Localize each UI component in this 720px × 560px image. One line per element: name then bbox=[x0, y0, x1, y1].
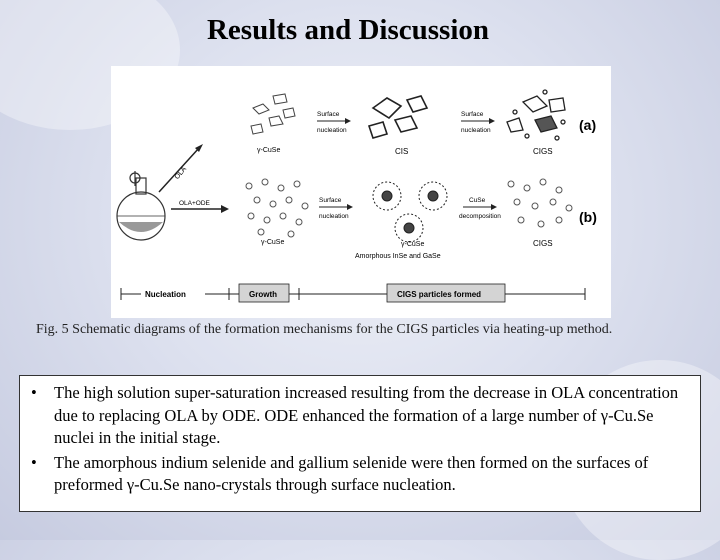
label-nucleation-3: nucleation bbox=[319, 213, 349, 220]
stage-cigs: CIGS particles formed bbox=[397, 290, 482, 299]
cigs-particles-a bbox=[507, 90, 565, 140]
bullet-item bbox=[31, 382, 690, 450]
label-ola-ode: OLA+ODE bbox=[179, 200, 210, 207]
cis-particles bbox=[369, 96, 427, 138]
bullet-box bbox=[19, 375, 701, 512]
flask-solution bbox=[119, 222, 163, 232]
label-cigs-a: CIGS bbox=[533, 147, 553, 156]
label-cigs-b: CIGS bbox=[533, 239, 553, 248]
label-cis: CIS bbox=[395, 147, 409, 156]
label-nucleation-1: nucleation bbox=[317, 127, 347, 134]
mechanism-figure bbox=[111, 66, 611, 318]
bullet-marker: • bbox=[31, 383, 37, 402]
cuse-nuclei-b bbox=[246, 179, 308, 237]
bullet-text: The high solution super-saturation increased resulting from the decrease in OLA concentration due to replacing OLA by ODE. ODE enhanced the formation of a large number of γ-Cu.Se nuclei in the initial stage. bbox=[54, 383, 679, 447]
label-panel-b: (b) bbox=[579, 209, 597, 225]
label-cuse-b: γ-CuSe bbox=[261, 239, 285, 246]
label-surface-2: Surface bbox=[461, 111, 484, 118]
slide-title: Results and Discussion bbox=[206, 14, 490, 46]
label-cuse-a: γ-CuSe bbox=[257, 147, 281, 154]
bullet-marker: • bbox=[31, 452, 37, 472]
core-shell-particles bbox=[373, 182, 447, 242]
figure-caption: Fig. 5 Schematic diagrams of the formation mechanisms for the CIGS particles via heating-up method. bbox=[36, 322, 613, 337]
bullet-text: The amorphous indium selenide and gallium selenide were then formed on the surfaces of preformed γ-Cu.Se nano-crystals through surface nucleation. bbox=[54, 452, 649, 494]
label-nucleation-2: nucleation bbox=[461, 127, 491, 134]
label-cuse-decomp: CuSe bbox=[469, 197, 486, 204]
label-surface-1: Surface bbox=[317, 111, 340, 118]
label-surface-3: Surface bbox=[319, 197, 342, 204]
bullet-item bbox=[31, 452, 690, 497]
label-decomposition: decomposition bbox=[459, 213, 501, 220]
label-amorphous: Amorphous InSe and GaSe bbox=[355, 253, 441, 260]
label-cuse-b2: γ-CuSe bbox=[401, 241, 425, 248]
stage-growth: Growth bbox=[249, 290, 277, 299]
cigs-particles-b bbox=[508, 179, 572, 227]
stage-nucleation: Nucleation bbox=[145, 290, 186, 299]
cuse-particles-a bbox=[251, 94, 295, 134]
bullet-list bbox=[31, 382, 690, 497]
label-ola: OLA bbox=[173, 165, 189, 181]
label-panel-a: (a) bbox=[579, 117, 597, 133]
